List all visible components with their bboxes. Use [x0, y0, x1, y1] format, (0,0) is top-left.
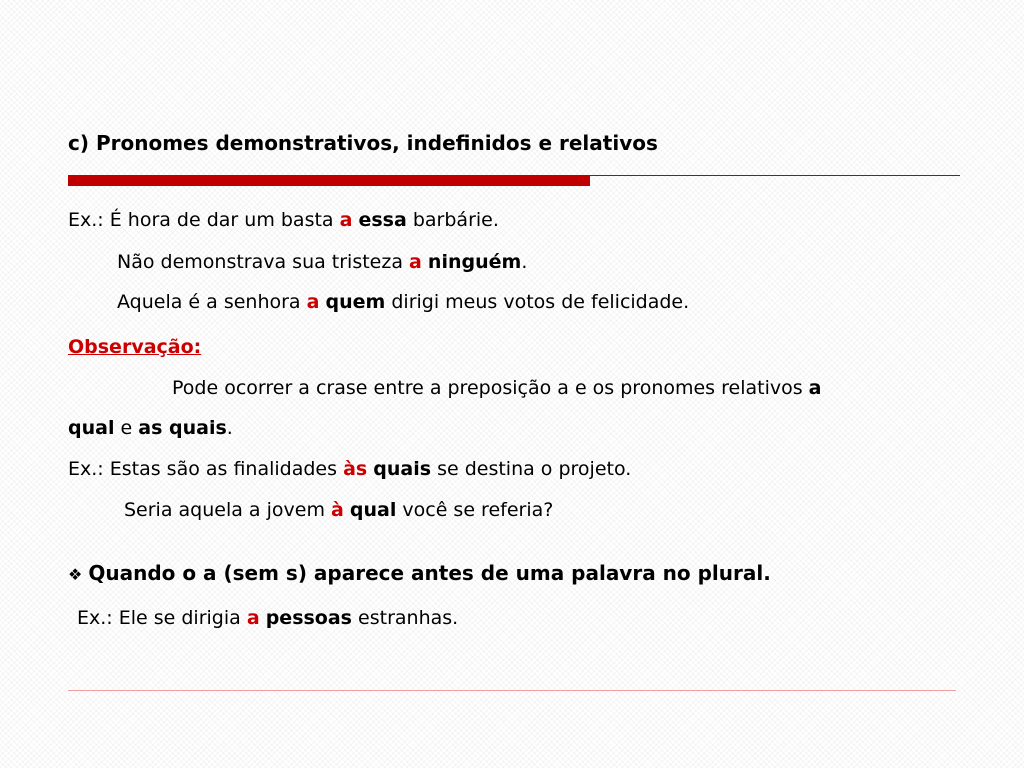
- crase-example-line-2: [124, 501, 553, 520]
- diamond-bullet-icon: ❖: [68, 565, 83, 584]
- example-text: Ex.: É hora de dar um basta: [68, 209, 340, 231]
- highlight-word: pessoas: [265, 607, 352, 629]
- example-text: Não demonstrava sua tristeza: [117, 251, 410, 273]
- example-text: estranhas.: [352, 607, 459, 629]
- slide-title: c) Pronomes demonstrativos, indefinidos e relativos: [68, 131, 658, 155]
- example-text: Ex.: Ele se dirigia: [77, 607, 247, 629]
- observation-bold: as quais: [138, 417, 227, 439]
- highlight-word: essa: [358, 209, 407, 231]
- highlight-a: a: [306, 291, 320, 313]
- example-text: Aquela é a senhora: [117, 291, 307, 313]
- observation-text: e: [114, 417, 139, 439]
- highlight-a: a: [246, 607, 260, 629]
- highlight-crase: às: [343, 458, 368, 480]
- highlight-a: a: [339, 209, 353, 231]
- highlight-word: ninguém: [427, 251, 522, 273]
- rule-text: Quando o a (sem s) aparece antes de uma palavra no plural.: [88, 561, 771, 585]
- title-underline-thin: [590, 175, 960, 176]
- example-text: dirigi meus votos de felicidade.: [385, 291, 690, 313]
- example-text: se destina o projeto.: [431, 458, 632, 480]
- observation-text-line-1: [172, 379, 822, 398]
- observation-text: Pode ocorrer a crase entre a preposição a e os pronomes relativos: [172, 377, 809, 399]
- footer-divider: [68, 690, 956, 691]
- observation-bold: qual: [68, 417, 115, 439]
- plural-example-line: [77, 609, 458, 628]
- observation-text: .: [226, 417, 233, 439]
- rule-bullet: [68, 563, 771, 584]
- observation-text-line-2: [68, 419, 233, 438]
- highlight-word: qual: [349, 499, 397, 521]
- example-line-1: [68, 211, 499, 230]
- highlight-crase: à: [331, 499, 344, 521]
- crase-example-line-1: [68, 460, 631, 479]
- example-line-3: [117, 293, 689, 312]
- example-text: Ex.: Estas são as finalidades: [68, 458, 344, 480]
- highlight-word: quem: [325, 291, 386, 313]
- highlight-a: a: [409, 251, 422, 273]
- observation-bold: a: [808, 377, 822, 399]
- example-text: .: [521, 251, 528, 273]
- example-text: Seria aquela a jovem: [124, 499, 331, 521]
- example-text: barbárie.: [406, 209, 499, 231]
- highlight-word: quais: [373, 458, 432, 480]
- title-underline-thick: [68, 175, 590, 186]
- example-text: você se referia?: [396, 499, 554, 521]
- observation-heading: Observação:: [68, 336, 202, 358]
- example-line-2: [117, 253, 527, 272]
